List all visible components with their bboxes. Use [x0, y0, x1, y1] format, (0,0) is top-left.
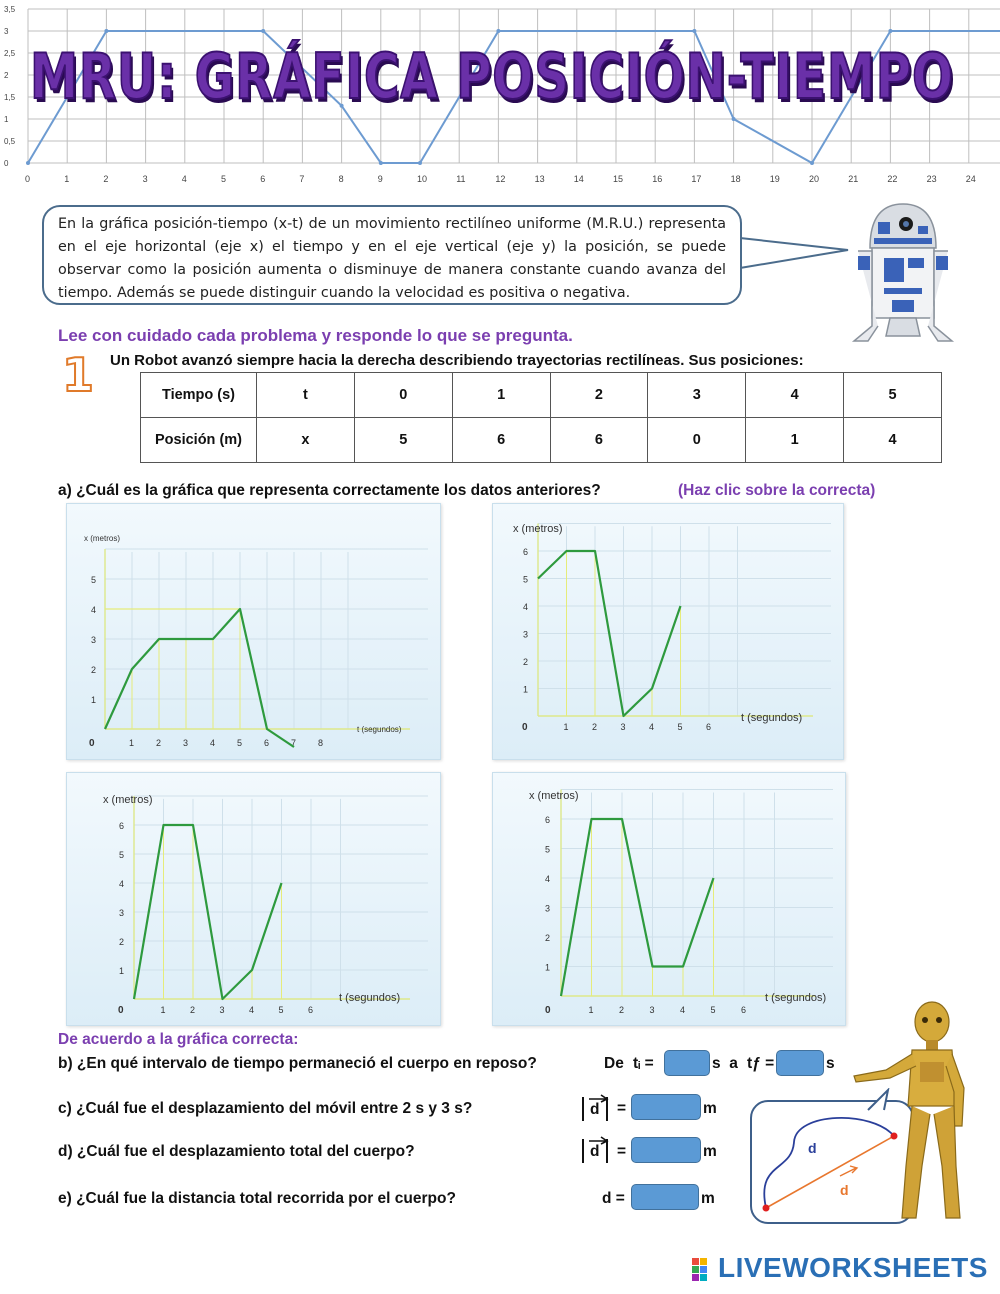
graph-x-tick: 1	[588, 1005, 594, 1015]
table-cell: 4	[746, 373, 844, 418]
header-x-tick: 17	[691, 174, 702, 184]
header-x-tick: 6	[260, 174, 266, 184]
table-cell: 0	[648, 418, 746, 463]
graph-y-tick: 6	[523, 547, 529, 557]
header-x-tick: 14	[573, 174, 584, 184]
graph-y-tick: 1	[523, 684, 529, 695]
graph-option-4-plot	[493, 773, 845, 1025]
header-x-tick: 20	[809, 174, 820, 184]
table-cell: 4	[844, 418, 942, 463]
header-y-tick: 1,5	[4, 93, 16, 102]
instruction-text: Lee con cuidado cada problema y responde lo que se pregunta.	[58, 326, 573, 345]
graph-y-tick: 5	[91, 575, 97, 585]
graph-x-tick: 2	[156, 738, 162, 748]
graph-y-tick: 1	[119, 966, 125, 976]
graph-x-tick: 2	[592, 722, 598, 732]
graph-x-label: t (segundos)	[765, 992, 827, 1004]
distance-label: d =	[602, 1190, 625, 1207]
graph-y-tick: 5	[523, 574, 529, 585]
header-point	[104, 29, 108, 33]
table-cell: 2	[550, 373, 648, 418]
graph-y-tick: 5	[119, 850, 125, 860]
graph-x-tick: 0	[118, 1005, 124, 1016]
table-label-time: Tiempo (s)	[141, 373, 257, 418]
graph-x-tick: 1	[563, 722, 569, 732]
table-row-position	[141, 418, 942, 463]
header-x-tick: 18	[730, 174, 741, 184]
graph-x-tick: 3	[620, 722, 626, 732]
header-x-tick: 10	[417, 174, 428, 184]
graph-x-tick: 1	[129, 738, 135, 748]
table-label-position: Posición (m)	[141, 418, 257, 463]
graph-x-label: t (segundos)	[339, 992, 401, 1004]
graph-y-tick: 1	[545, 962, 551, 973]
graph-y-tick: 4	[545, 874, 551, 884]
graph-option-3[interactable]	[66, 772, 441, 1026]
vector-label: d	[840, 1182, 849, 1198]
graph-y-tick: 6	[119, 821, 125, 831]
graph-y-tick: 3	[119, 908, 125, 918]
section-label: De acuerdo a la gráfica correcta:	[58, 1031, 299, 1048]
graph-y-tick: 5	[545, 844, 551, 855]
header-y-tick: 0	[4, 159, 9, 168]
vector-d-symbol: d	[590, 1101, 600, 1118]
total-distance-input[interactable]	[631, 1184, 699, 1210]
graph-x-tick: 3	[219, 1005, 225, 1015]
header-x-tick: 15	[613, 174, 624, 184]
question-a: a) ¿Cuál es la gráfica que representa correctamente los datos anteriores?	[58, 482, 601, 499]
header-point	[418, 161, 422, 165]
tf-label: tƒ =	[747, 1055, 775, 1072]
header-x-tick: 0	[25, 174, 31, 184]
graph-option-3-plot	[67, 773, 440, 1025]
header-x-tick: 22	[887, 174, 898, 184]
header-y-tick: 3	[4, 27, 9, 36]
table-symbol-t: t	[257, 373, 355, 418]
graph-x-tick: 6	[706, 722, 712, 732]
question-d: d) ¿Cuál fue el desplazamiento total del cuerpo?	[58, 1143, 415, 1160]
graph-y-tick: 4	[523, 602, 529, 612]
graph-option-1-plot	[67, 504, 440, 759]
graph-x-tick: 6	[308, 1005, 314, 1015]
graph-option-4[interactable]	[492, 772, 846, 1026]
header-x-tick: 11	[456, 174, 466, 184]
path-label: d	[808, 1140, 817, 1156]
question-a-hint: (Haz clic sobre la correcta)	[678, 482, 876, 499]
table-cell: 5	[844, 373, 942, 418]
graph-y-tick: 4	[91, 605, 97, 615]
header-point	[496, 29, 500, 33]
graph-x-tick: 0	[545, 1005, 551, 1016]
graph-series-line	[105, 609, 297, 748]
header-y-tick: 2,5	[4, 49, 16, 58]
graph-x-tick: 5	[710, 1005, 716, 1015]
intro-text: En la gráfica posición-tiempo (x-t) de un movimiento rectilíneo uniforme (M.R.U.) representa en el eje horizontal (eje x) el tiempo y en el eje vertical (eje y) la posición, se puede observar como la posición aumenta o disminuye de manera constante cuando avanza del tiempo. Además se puede distinguir cuando la velocidad es positiva o negativa.	[58, 216, 726, 301]
table-cell: 5	[354, 418, 452, 463]
graph-x-tick: 4	[649, 722, 655, 732]
header-y-tick: 2	[4, 71, 9, 80]
graph-x-tick: 4	[680, 1005, 686, 1015]
graph-x-tick: 0	[89, 738, 95, 749]
header-point	[732, 117, 736, 121]
displacement-2-3-input[interactable]	[631, 1094, 701, 1120]
graph-y-label: x (metros)	[529, 790, 579, 802]
graph-y-tick: 2	[523, 657, 529, 667]
graph-x-tick: 5	[278, 1005, 284, 1015]
header-x-tick: 19	[769, 174, 780, 184]
total-displacement-input[interactable]	[631, 1137, 701, 1163]
s-label: s	[826, 1055, 835, 1072]
graph-y-tick: 6	[545, 815, 551, 825]
ti-input[interactable]	[664, 1050, 710, 1076]
header-x-tick: 8	[338, 174, 344, 184]
equals-d: =	[617, 1143, 627, 1160]
graph-x-tick: 5	[237, 738, 243, 748]
table-cell: 0	[354, 373, 452, 418]
header-x-tick: 5	[221, 174, 227, 184]
graph-x-tick: 6	[264, 738, 270, 748]
graph-y-tick: 2	[545, 933, 551, 943]
position-time-table	[140, 372, 942, 463]
header-y-tick: 1	[4, 115, 9, 124]
question-b: b) ¿En qué intervalo de tiempo permaneció el cuerpo en reposo?	[58, 1055, 537, 1072]
graph-y-label: x (metros)	[84, 534, 120, 543]
problem-number: 1	[62, 348, 95, 402]
table-cell: 1	[746, 418, 844, 463]
header-x-tick: 13	[534, 174, 545, 184]
question-e: e) ¿Cuál fue la distancia total recorrida por el cuerpo?	[58, 1190, 456, 1207]
problem-statement: Un Robot avanzó siempre hacia la derecha describiendo trayectorias rectilíneas. Sus posiciones:	[110, 352, 804, 369]
graph-option-2-plot	[493, 504, 843, 759]
graph-x-tick: 2	[190, 1005, 196, 1015]
graph-x-tick: 1	[160, 1005, 166, 1015]
header-point	[26, 161, 30, 165]
table-row-time	[141, 373, 942, 418]
graph-y-tick: 4	[119, 879, 125, 889]
vector-d-symbol: d	[590, 1143, 600, 1160]
header-x-tick: 21	[848, 174, 859, 184]
graph-x-tick: 2	[619, 1005, 625, 1015]
graph-y-tick: 2	[119, 937, 125, 947]
graph-x-tick: 4	[210, 738, 216, 748]
r2d2-robot-image	[848, 196, 958, 346]
header-point	[888, 29, 892, 33]
graph-y-tick: 3	[91, 635, 97, 645]
table-symbol-x: x	[257, 418, 355, 463]
table-cell: 3	[648, 373, 746, 418]
header-x-tick: 23	[926, 174, 937, 184]
page-title: MRU: GRÁFICA POSICIÓN-TIEMPO	[30, 40, 954, 113]
unit-c: m	[703, 1100, 717, 1117]
header-point	[261, 29, 265, 33]
graph-x-label: t (segundos)	[741, 712, 803, 724]
graph-y-label: x (metros)	[513, 523, 563, 535]
header-y-tick: 0,5	[4, 137, 16, 146]
graph-x-label: t (segundos)	[357, 725, 402, 734]
graph-y-tick: 3	[545, 903, 551, 914]
graph-x-tick: 5	[677, 722, 683, 732]
c3po-robot-image	[846, 996, 976, 1226]
table-cell: 1	[452, 373, 550, 418]
graph-y-label: x (metros)	[103, 794, 153, 806]
ti-label: tᵢ =	[633, 1055, 654, 1072]
header-x-tick: 24	[965, 174, 976, 184]
liveworksheets-logo-icon	[692, 1258, 716, 1282]
graph-option-1[interactable]	[66, 503, 441, 760]
unit-d: m	[703, 1143, 717, 1160]
header-x-tick: 12	[495, 174, 506, 184]
graph-option-2[interactable]	[492, 503, 844, 760]
liveworksheets-brand: LIVEWORKSHEETS	[718, 1252, 988, 1283]
graph-y-tick: 3	[523, 629, 529, 640]
question-b-de: De	[604, 1055, 624, 1072]
header-x-tick: 7	[299, 174, 305, 184]
header-y-tick: 3,5	[4, 5, 16, 14]
header-point	[692, 29, 696, 33]
graph-x-tick: 3	[649, 1005, 655, 1015]
header-x-tick: 4	[181, 174, 187, 184]
header-x-tick: 16	[652, 174, 663, 184]
table-cell: 6	[452, 418, 550, 463]
equals-c: =	[617, 1100, 627, 1117]
unit-e: m	[701, 1190, 715, 1207]
graph-y-tick: 2	[91, 665, 97, 675]
graph-x-tick: 0	[522, 722, 528, 733]
graph-y-tick: 1	[91, 695, 97, 705]
speech-bubble-tail	[738, 228, 858, 278]
header-x-tick: 3	[142, 174, 148, 184]
graph-x-tick: 3	[183, 738, 189, 748]
intro-speech-bubble	[42, 205, 742, 305]
header-x-tick: 2	[103, 174, 109, 184]
header-x-tick: 1	[64, 174, 70, 184]
table-cell: 6	[550, 418, 648, 463]
graph-x-tick: 8	[318, 738, 324, 748]
graph-x-tick: 4	[249, 1005, 255, 1015]
tf-input[interactable]	[776, 1050, 824, 1076]
graph-x-tick: 6	[741, 1005, 747, 1015]
header-x-tick: 9	[377, 174, 383, 184]
header-point	[810, 161, 814, 165]
s-a-label: s a	[712, 1055, 738, 1072]
graph-x-tick: 7	[291, 738, 297, 748]
question-c: c) ¿Cuál fue el desplazamiento del móvil entre 2 s y 3 s?	[58, 1100, 473, 1117]
header-point	[379, 161, 383, 165]
